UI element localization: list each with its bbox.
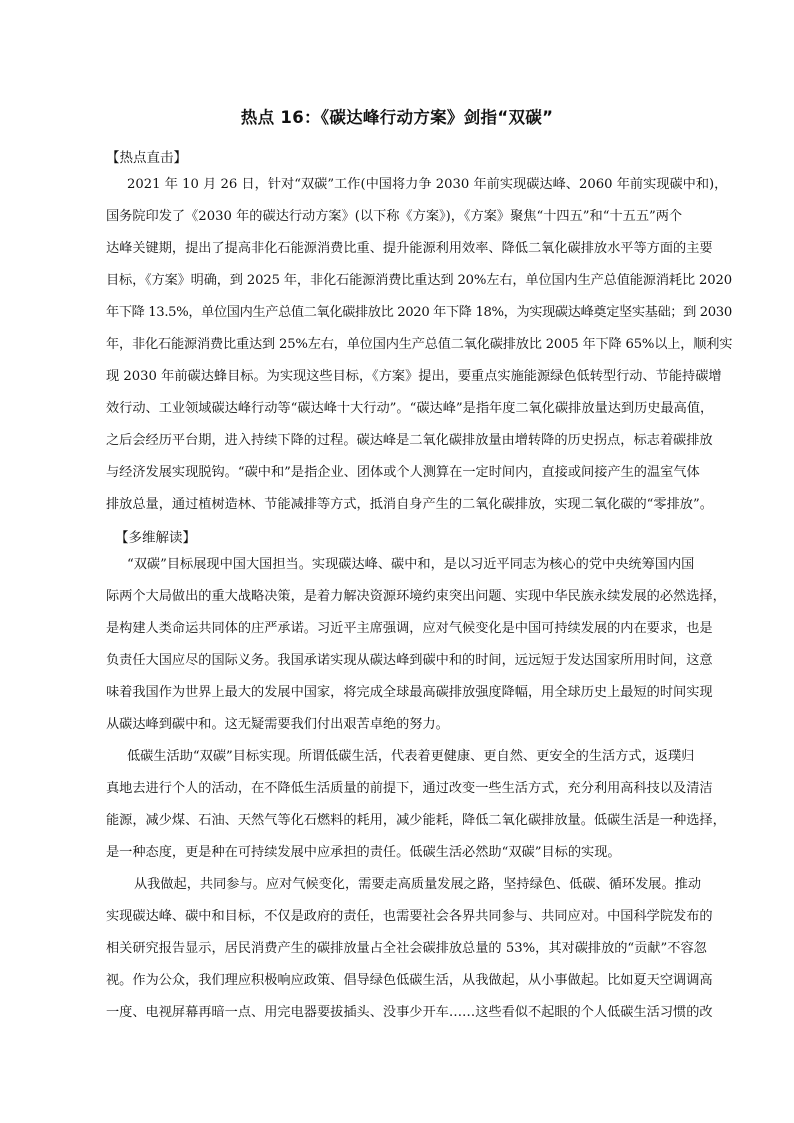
paragraph-line: 从碳达峰到碳中和。这无疑需要我们付出艰苦卓绝的努力。 — [106, 717, 449, 732]
paragraph-line: 年下降 13.5%，单位国内生产总值二氧化碳排放比 2020 年下降 18%，为实现碳达峰奠定坚实基础；到 2030 — [106, 305, 732, 320]
paragraph-line: 际两个大局做出的重大战略决策，是着力解决资源环境约束突出问题、实现中华民族永续发展的必然选择， — [106, 589, 726, 604]
section-heading-analysis: 【多维解读】 — [115, 530, 196, 546]
paragraph-line: 国务院印发了《2030 年的碳达行动方案》(以下称《方案》)，《方案》聚焦“十四五”和“十五五”两个 — [106, 209, 683, 224]
paragraph-line: 年，非化石能源消费比重达到 25%左右，单位国内生产总值二氧化碳排放比 2005 年下降 65%以上，顺利实 — [106, 337, 733, 352]
paragraph-line: 从我做起，共同参与。应对气候变化，需要走高质量发展之路，坚持绿色、低碳、循环发展。推动 — [134, 877, 702, 892]
paragraph-line: 排放总量，通过植树造林、节能减排等方式，抵消自身产生的二氧化碳排放，实现二氧化碳的“零排放”。 — [106, 497, 713, 512]
paragraph-line: 低碳生活助“双碳”目标实现。所谓低碳生活，代表着更健康、更自然、更安全的生活方式，返璞归 — [127, 749, 695, 764]
paragraph-line: 视。作为公众，我们理应积极响应政策、倡导绿色低碳生活，从我做起，从小事做起。比如夏天空调调高 — [106, 973, 713, 988]
paragraph-line: 味着我国作为世界上最大的发展中国家，将完成全球最高碳排放强度降幅，用全球历史上最短的时间实现 — [106, 685, 713, 700]
paragraph-line: 一度、电视屏幕再暗一点、用完电器要拔插头、没事少开车……这些看似不起眼的个人低碳生活习惯的改 — [106, 1005, 713, 1020]
paragraph-line: 效行动、工业领域碳达峰行动等“碳达峰十大行动”。“碳达峰”是指年度二氧化碳排放量达到历史最高值， — [106, 401, 714, 416]
paragraph-line: 是一种态度，更是种在可持续发展中应承担的责任。低碳生活必然助“双碳”目标的实现。 — [106, 845, 621, 860]
paragraph-line: 实现碳达峰、碳中和目标，不仅是政府的责任，也需要社会各界共同参与、共同应对。中国科学院发布的 — [106, 909, 713, 924]
paragraph-line: 是构建人类命运共同体的庄严承诺。习近平主席强调，应对气候变化是中国可持续发展的内在要求，也是 — [106, 621, 713, 636]
paragraph-line: 达峰关键期，提出了提高非化石能源消费比重、提升能源利用效率、降低二氧化碳排放水平等方面的主要 — [106, 241, 713, 256]
paragraph-line: 目标，《方案》明确，到 2025 年，非化石能源消费比重达到 20%左右，单位国内生产总值能源消耗比 2020 — [106, 273, 732, 288]
paragraph-line: 相关研究报告显示，居民消费产生的碳排放量占全社会碳排放总量的 53%，其对碳排放的“贡献”不容忽 — [106, 941, 707, 956]
paragraph-line: 与经济发展实现脱钩。“碳中和”是指企业、团体或个人测算在一定时间内，直接或间接产生的温室气体 — [106, 465, 700, 480]
paragraph-line: “双碳”目标展现中国大国担当。实现碳达峰、碳中和，是以习近平同志为核心的党中央统筹国内国 — [127, 557, 695, 572]
paragraph-line: 2021 年 10 月 26 日，针对“双碳”工作(中国将力争 2030 年前实现碳达峰、2060 年前实现碳中和)， — [127, 177, 728, 192]
paragraph-line: 现 2030 年前碳达蜂目标。为实现这些目标，《方案》提出，要重点实施能源绿色低转型行动、节能持碳增 — [106, 369, 722, 384]
paragraph-line: 之后会经历平台期，进入持续下降的过程。碳达峰是二氧化碳排放量由增转降的历史拐点，标志着碳排放 — [106, 433, 713, 448]
paragraph-line: 真地去进行个人的活动，在不降低生活质量的前提下，通过改变一些生活方式，充分利用高科技以及清洁 — [106, 781, 713, 796]
page-title: 热点 16：《碳达峰行动方案》剑指“双碳” — [240, 108, 554, 127]
section-heading-hotspot: 【热点直击】 — [106, 150, 187, 166]
paragraph-line: 负责任大国应尽的国际义务。我国承诺实现从碳达峰到碳中和的时间，远远短于发达国家所用时间，这意 — [106, 653, 713, 668]
paragraph-line: 能源，减少煤、石油、天然气等化石燃料的耗用，减少能耗，降低二氧化碳排放量。低碳生活是一种选择， — [106, 813, 726, 828]
